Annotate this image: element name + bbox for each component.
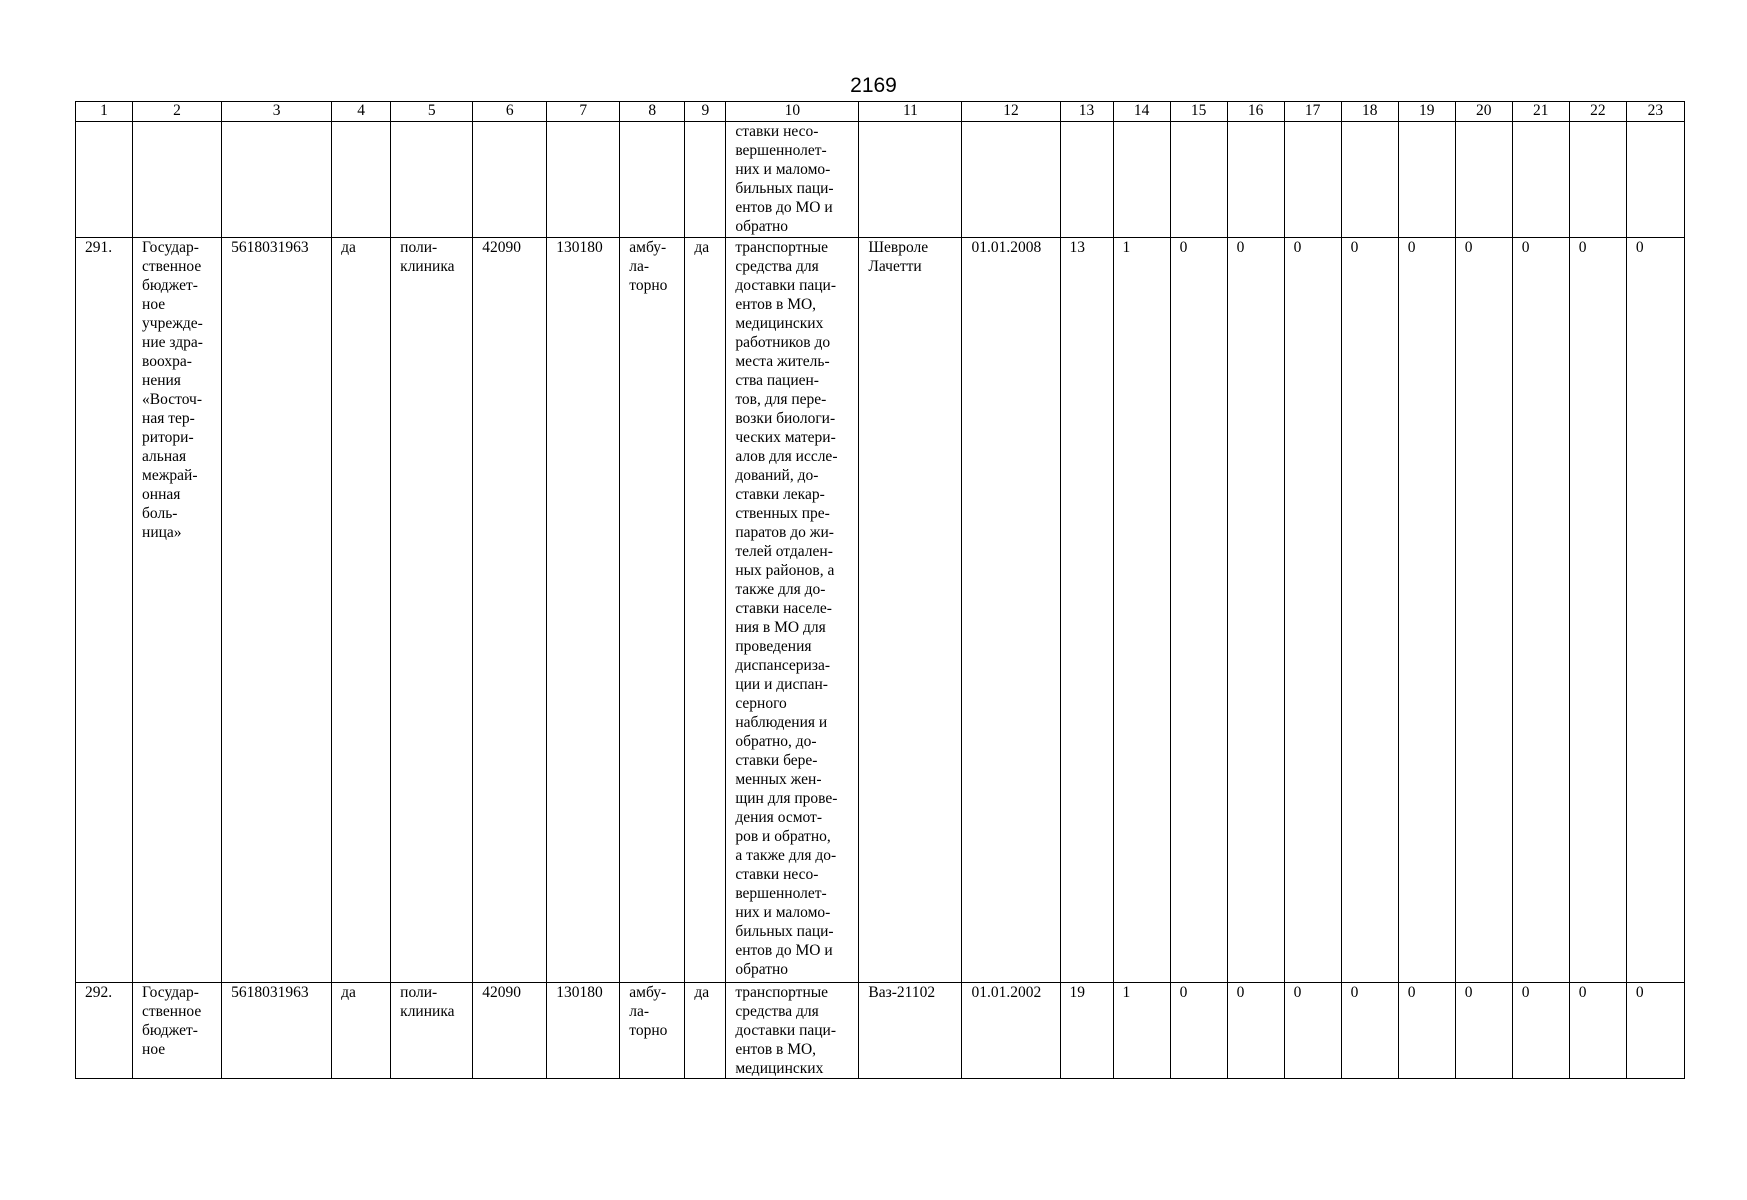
empty-cell (1569, 122, 1626, 238)
value-cell: 0 (1398, 238, 1455, 983)
flag-cell: да (685, 983, 726, 1079)
inn-cell: 5618031963 (222, 238, 332, 983)
empty-cell (391, 122, 473, 238)
purpose-cell: транспортные средства для доставки паци- ентов в МО, медицинских работников до места житель- ства пациен- тов, для пере- возки биологи- ческих матери- алов для иссле- дований, до- ставки лекар- ственных пре- паратов до жи- телей отдален- ных районов, а также для до- ставки населе- ния в МО для проведения диспансериза- ции и диспан- серного наблюдения и обратно, до- ставки бере- менных жен- щин для прове- дения осмот- ров и обратно, а также для до- ставки несо- вершеннолет- них и маломо- бильных паци- ентов до МО и обратно (726, 238, 859, 983)
value-cell: 19 (1060, 983, 1113, 1079)
column-header: 18 (1341, 102, 1398, 122)
value-cell: 0 (1227, 238, 1284, 983)
date-cell: 01.01.2002 (962, 983, 1060, 1079)
empty-cell (547, 122, 620, 238)
empty-cell (76, 122, 133, 238)
table-row (76, 983, 1685, 1079)
empty-cell (1398, 122, 1455, 238)
value-cell: 0 (1284, 983, 1341, 1079)
column-header: 5 (391, 102, 473, 122)
empty-cell (1170, 122, 1227, 238)
vehicle-model: Шевроле Лачетти (859, 238, 962, 983)
vehicle-model: Ваз-21102 (859, 983, 962, 1079)
value-cell: 1 (1113, 238, 1170, 983)
column-header: 4 (332, 102, 391, 122)
column-header: 16 (1227, 102, 1284, 122)
empty-cell (1512, 122, 1569, 238)
empty-cell (1060, 122, 1113, 238)
column-header: 7 (547, 102, 620, 122)
date-cell: 01.01.2008 (962, 238, 1060, 983)
column-header: 11 (859, 102, 962, 122)
value-cell: 0 (1569, 238, 1626, 983)
empty-cell (332, 122, 391, 238)
empty-cell (1341, 122, 1398, 238)
value-cell: 0 (1626, 983, 1684, 1079)
column-header: 21 (1512, 102, 1569, 122)
facility-type: поли- клиника (391, 983, 473, 1079)
continuation-row (76, 122, 1685, 238)
flag-cell: да (332, 983, 391, 1079)
value-cell: 0 (1626, 238, 1684, 983)
empty-cell (1113, 122, 1170, 238)
empty-cell (222, 122, 332, 238)
column-header: 8 (620, 102, 685, 122)
empty-cell (1455, 122, 1512, 238)
empty-cell (962, 122, 1060, 238)
column-header: 12 (962, 102, 1060, 122)
column-header: 9 (685, 102, 726, 122)
value-cell: 0 (1569, 983, 1626, 1079)
empty-cell (1284, 122, 1341, 238)
value-cell: 13 (1060, 238, 1113, 983)
column-header: 10 (726, 102, 859, 122)
value-cell: 0 (1170, 238, 1227, 983)
column-header: 19 (1398, 102, 1455, 122)
value-cell: 0 (1341, 983, 1398, 1079)
care-type: амбу- ла- торно (620, 983, 685, 1079)
value-cell: 0 (1341, 238, 1398, 983)
empty-cell (1227, 122, 1284, 238)
value-cell: 0 (1512, 983, 1569, 1079)
code-cell: 130180 (547, 238, 620, 983)
page-number: 2169 (850, 74, 897, 97)
value-cell: 0 (1512, 238, 1569, 983)
value-cell: 0 (1227, 983, 1284, 1079)
vehicle-table (75, 101, 1685, 1079)
code-cell: 130180 (547, 983, 620, 1079)
column-header: 17 (1284, 102, 1341, 122)
flag-cell: да (332, 238, 391, 983)
value-cell: 0 (1455, 238, 1512, 983)
value-cell: 0 (1170, 983, 1227, 1079)
value-cell: 0 (1455, 983, 1512, 1079)
empty-cell (685, 122, 726, 238)
column-header: 14 (1113, 102, 1170, 122)
column-header: 1 (76, 102, 133, 122)
organization-name: Государ- ственное бюджет- ное учрежде- ние здра- воохра- нения «Восточ- ная тер- ритори- альная межрай- онная боль- ница» (133, 238, 222, 983)
purpose-cell: ставки несо- вершеннолет- них и маломо- бильных паци- ентов до МО и обратно (726, 122, 859, 238)
column-header: 6 (473, 102, 547, 122)
table-row (76, 238, 1685, 983)
code-cell: 42090 (473, 238, 547, 983)
purpose-cell: транспортные средства для доставки паци- ентов в МО, медицинских (726, 983, 859, 1079)
column-header: 23 (1626, 102, 1684, 122)
flag-cell: да (685, 238, 726, 983)
inn-cell: 5618031963 (222, 983, 332, 1079)
column-header: 22 (1569, 102, 1626, 122)
column-header: 13 (1060, 102, 1113, 122)
code-cell: 42090 (473, 983, 547, 1079)
empty-cell (1626, 122, 1684, 238)
header-row (76, 102, 1685, 122)
column-header: 3 (222, 102, 332, 122)
empty-cell (473, 122, 547, 238)
row-number: 292. (76, 983, 133, 1079)
facility-type: поли- клиника (391, 238, 473, 983)
row-number: 291. (76, 238, 133, 983)
value-cell: 0 (1398, 983, 1455, 1079)
column-header: 20 (1455, 102, 1512, 122)
value-cell: 0 (1284, 238, 1341, 983)
empty-cell (620, 122, 685, 238)
empty-cell (859, 122, 962, 238)
organization-name: Государ- ственное бюджет- ное (133, 983, 222, 1079)
empty-cell (133, 122, 222, 238)
care-type: амбу- ла- торно (620, 238, 685, 983)
value-cell: 1 (1113, 983, 1170, 1079)
column-header: 15 (1170, 102, 1227, 122)
column-header: 2 (133, 102, 222, 122)
